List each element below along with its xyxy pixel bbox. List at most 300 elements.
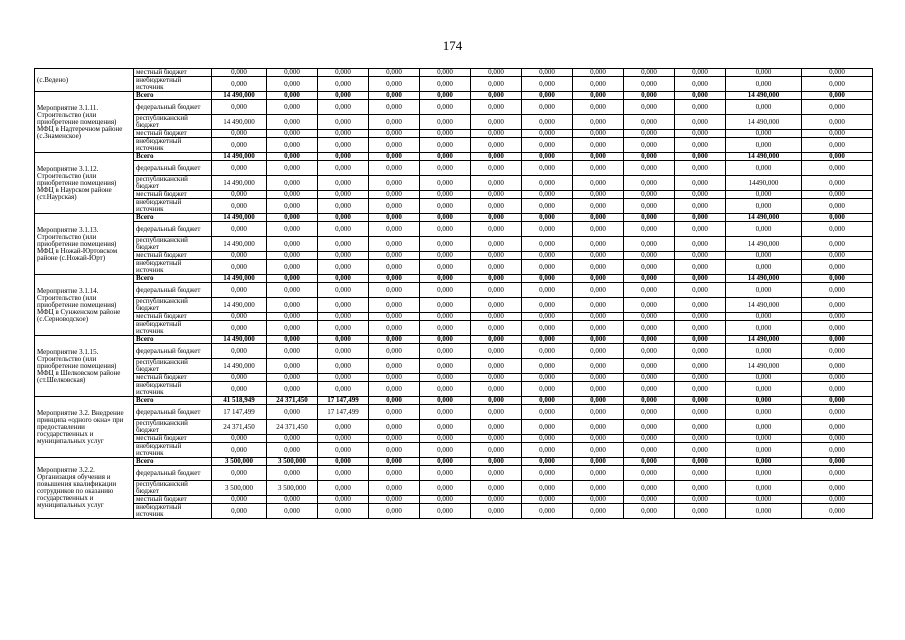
amount-cell: 14 490,000: [726, 115, 802, 130]
amount-cell: 0,000: [802, 496, 873, 504]
amount-cell: 0,000: [267, 237, 318, 252]
amount-cell: 0,000: [675, 336, 726, 344]
table-row: [35, 275, 873, 283]
table-row: [35, 496, 873, 504]
amount-cell: 0,000: [267, 260, 318, 275]
amount-cell: 0,000: [267, 344, 318, 359]
amount-cell: 0,000: [471, 115, 522, 130]
amount-cell: 0,000: [675, 359, 726, 374]
amount-cell: 0,000: [802, 260, 873, 275]
amount-cell: 0,000: [675, 77, 726, 92]
amount-cell: 0,000: [318, 199, 369, 214]
table-row: [35, 405, 873, 420]
amount-cell: 0,000: [624, 275, 675, 283]
amount-cell: 14490,000: [726, 176, 802, 191]
amount-cell: 0,000: [522, 435, 573, 443]
amount-cell: 0,000: [802, 420, 873, 435]
amount-cell: 0,000: [802, 176, 873, 191]
amount-cell: 0,000: [471, 405, 522, 420]
table-row: [35, 222, 873, 237]
amount-cell: 0,000: [318, 191, 369, 199]
amount-cell: 0,000: [420, 100, 471, 115]
amount-cell: 0,000: [522, 199, 573, 214]
table-row: [35, 344, 873, 359]
amount-cell: 0,000: [802, 382, 873, 397]
funding-source-cell: республиканский бюджет: [134, 298, 212, 313]
amount-cell: 0,000: [420, 153, 471, 161]
table-row: [35, 130, 873, 138]
amount-cell: 0,000: [522, 191, 573, 199]
amount-cell: 0,000: [267, 405, 318, 420]
amount-cell: 0,000: [624, 153, 675, 161]
amount-cell: 0,000: [318, 336, 369, 344]
amount-cell: 0,000: [369, 237, 420, 252]
table-row: [35, 359, 873, 374]
amount-cell: 0,000: [471, 199, 522, 214]
table-row: [35, 466, 873, 481]
amount-cell: 0,000: [420, 313, 471, 321]
amount-cell: 0,000: [420, 458, 471, 466]
amount-cell: 0,000: [267, 115, 318, 130]
table-row: [35, 199, 873, 214]
amount-cell: 0,000: [522, 481, 573, 496]
amount-cell: 0,000: [624, 69, 675, 77]
amount-cell: 0,000: [573, 275, 624, 283]
amount-cell: 14 490,000: [726, 214, 802, 222]
amount-cell: 0,000: [318, 496, 369, 504]
amount-cell: 0,000: [802, 161, 873, 176]
amount-cell: 17 147,499: [212, 405, 267, 420]
amount-cell: 0,000: [420, 199, 471, 214]
amount-cell: 0,000: [675, 100, 726, 115]
amount-cell: 0,000: [212, 77, 267, 92]
amount-cell: 0,000: [522, 321, 573, 336]
amount-cell: 0,000: [471, 481, 522, 496]
amount-cell: 0,000: [267, 77, 318, 92]
amount-cell: 0,000: [212, 222, 267, 237]
amount-cell: 41 518,949: [212, 397, 267, 405]
amount-cell: 0,000: [369, 321, 420, 336]
amount-cell: 0,000: [624, 496, 675, 504]
amount-cell: 0,000: [369, 100, 420, 115]
table-row: [35, 397, 873, 405]
table-row: [35, 77, 873, 92]
amount-cell: 0,000: [318, 359, 369, 374]
amount-cell: 0,000: [318, 92, 369, 100]
amount-cell: 0,000: [267, 496, 318, 504]
amount-cell: 14 490,000: [212, 275, 267, 283]
amount-cell: 0,000: [318, 313, 369, 321]
amount-cell: 0,000: [369, 199, 420, 214]
funding-source-cell: Всего: [134, 92, 212, 100]
table-row: [35, 374, 873, 382]
amount-cell: 0,000: [573, 397, 624, 405]
amount-cell: 0,000: [318, 275, 369, 283]
amount-cell: 0,000: [369, 443, 420, 458]
amount-cell: 0,000: [471, 92, 522, 100]
amount-cell: 0,000: [471, 191, 522, 199]
amount-cell: 0,000: [212, 443, 267, 458]
amount-cell: 0,000: [420, 504, 471, 519]
amount-cell: 0,000: [471, 298, 522, 313]
amount-cell: 0,000: [420, 382, 471, 397]
amount-cell: 0,000: [573, 298, 624, 313]
amount-cell: 0,000: [726, 481, 802, 496]
amount-cell: 0,000: [318, 481, 369, 496]
funding-source-cell: Всего: [134, 397, 212, 405]
funding-source-cell: Всего: [134, 336, 212, 344]
amount-cell: 0,000: [573, 466, 624, 481]
amount-cell: 0,000: [420, 161, 471, 176]
amount-cell: 0,000: [471, 153, 522, 161]
amount-cell: 0,000: [573, 496, 624, 504]
amount-cell: 0,000: [267, 359, 318, 374]
amount-cell: 0,000: [471, 435, 522, 443]
amount-cell: 0,000: [522, 222, 573, 237]
amount-cell: 0,000: [318, 260, 369, 275]
amount-cell: 0,000: [471, 466, 522, 481]
amount-cell: 0,000: [267, 222, 318, 237]
amount-cell: 0,000: [675, 130, 726, 138]
amount-cell: 0,000: [369, 397, 420, 405]
table-row: [35, 260, 873, 275]
amount-cell: 0,000: [369, 252, 420, 260]
amount-cell: 0,000: [212, 283, 267, 298]
amount-cell: 0,000: [522, 214, 573, 222]
amount-cell: 24 371,450: [267, 420, 318, 435]
amount-cell: 0,000: [573, 222, 624, 237]
amount-cell: 0,000: [802, 153, 873, 161]
amount-cell: 0,000: [802, 359, 873, 374]
amount-cell: 0,000: [522, 130, 573, 138]
amount-cell: 14 490,000: [726, 237, 802, 252]
amount-cell: 0,000: [573, 161, 624, 176]
amount-cell: 0,000: [318, 374, 369, 382]
amount-cell: 0,000: [802, 275, 873, 283]
amount-cell: 0,000: [267, 382, 318, 397]
table-row: [35, 252, 873, 260]
amount-cell: 0,000: [522, 466, 573, 481]
amount-cell: 0,000: [726, 199, 802, 214]
funding-source-cell: федеральный бюджет: [134, 100, 212, 115]
amount-cell: 0,000: [726, 344, 802, 359]
funding-source-cell: федеральный бюджет: [134, 283, 212, 298]
funding-source-cell: местный бюджет: [134, 374, 212, 382]
amount-cell: 0,000: [802, 237, 873, 252]
amount-cell: 0,000: [267, 443, 318, 458]
amount-cell: 0,000: [802, 115, 873, 130]
amount-cell: 0,000: [675, 199, 726, 214]
amount-cell: 0,000: [318, 115, 369, 130]
amount-cell: 0,000: [726, 283, 802, 298]
amount-cell: 0,000: [675, 283, 726, 298]
amount-cell: 0,000: [573, 344, 624, 359]
funding-source-cell: внебюджетный источник: [134, 260, 212, 275]
amount-cell: 0,000: [369, 92, 420, 100]
amount-cell: 0,000: [675, 466, 726, 481]
amount-cell: 14 490,000: [212, 214, 267, 222]
amount-cell: 0,000: [267, 435, 318, 443]
amount-cell: 0,000: [675, 92, 726, 100]
amount-cell: 0,000: [318, 214, 369, 222]
amount-cell: 0,000: [573, 382, 624, 397]
amount-cell: 0,000: [212, 504, 267, 519]
table-row: [35, 237, 873, 252]
amount-cell: 0,000: [726, 313, 802, 321]
amount-cell: 0,000: [318, 458, 369, 466]
amount-cell: 0,000: [212, 466, 267, 481]
amount-cell: 0,000: [624, 100, 675, 115]
measure-title-cell: (с.Ведено): [35, 69, 134, 92]
table-row: [35, 92, 873, 100]
amount-cell: 0,000: [318, 420, 369, 435]
amount-cell: 14 490,000: [212, 153, 267, 161]
amount-cell: 0,000: [802, 252, 873, 260]
amount-cell: 0,000: [726, 405, 802, 420]
amount-cell: 0,000: [420, 69, 471, 77]
amount-cell: 14 490,000: [212, 298, 267, 313]
table-row: [35, 504, 873, 519]
amount-cell: 0,000: [267, 176, 318, 191]
amount-cell: 0,000: [318, 138, 369, 153]
amount-cell: 0,000: [420, 298, 471, 313]
amount-cell: 0,000: [212, 138, 267, 153]
amount-cell: 0,000: [318, 321, 369, 336]
amount-cell: 0,000: [726, 222, 802, 237]
amount-cell: 0,000: [420, 214, 471, 222]
table-row: [35, 336, 873, 344]
amount-cell: 0,000: [573, 481, 624, 496]
table-row: [35, 298, 873, 313]
amount-cell: 0,000: [802, 397, 873, 405]
amount-cell: 0,000: [471, 237, 522, 252]
amount-cell: 0,000: [802, 336, 873, 344]
amount-cell: 0,000: [471, 458, 522, 466]
amount-cell: 0,000: [522, 283, 573, 298]
measure-title-cell: Мероприятие 3.2.2. Организация обучения и повышения квалификации сотрудников по оказанию государственных и муниципальных услуг: [35, 458, 134, 519]
amount-cell: 0,000: [573, 77, 624, 92]
amount-cell: 0,000: [522, 336, 573, 344]
amount-cell: 0,000: [573, 405, 624, 420]
amount-cell: 0,000: [471, 344, 522, 359]
amount-cell: 0,000: [420, 138, 471, 153]
amount-cell: 0,000: [624, 138, 675, 153]
amount-cell: 0,000: [624, 237, 675, 252]
amount-cell: 0,000: [267, 92, 318, 100]
amount-cell: 0,000: [675, 69, 726, 77]
amount-cell: 0,000: [267, 466, 318, 481]
amount-cell: 0,000: [573, 313, 624, 321]
amount-cell: 0,000: [802, 313, 873, 321]
amount-cell: 0,000: [318, 176, 369, 191]
amount-cell: 0,000: [267, 138, 318, 153]
amount-cell: 0,000: [802, 405, 873, 420]
amount-cell: 0,000: [471, 260, 522, 275]
funding-source-cell: республиканский бюджет: [134, 481, 212, 496]
amount-cell: 0,000: [624, 92, 675, 100]
table-row: [35, 176, 873, 191]
amount-cell: 0,000: [212, 252, 267, 260]
amount-cell: 0,000: [369, 222, 420, 237]
funding-source-cell: местный бюджет: [134, 69, 212, 77]
amount-cell: 0,000: [624, 313, 675, 321]
funding-source-cell: внебюджетный источник: [134, 199, 212, 214]
amount-cell: 0,000: [522, 69, 573, 77]
amount-cell: 0,000: [624, 466, 675, 481]
amount-cell: 0,000: [267, 153, 318, 161]
amount-cell: 0,000: [802, 298, 873, 313]
amount-cell: 0,000: [726, 466, 802, 481]
funding-source-cell: внебюджетный источник: [134, 321, 212, 336]
amount-cell: 0,000: [471, 321, 522, 336]
amount-cell: 0,000: [624, 344, 675, 359]
amount-cell: 0,000: [522, 138, 573, 153]
funding-source-cell: местный бюджет: [134, 252, 212, 260]
amount-cell: 0,000: [522, 176, 573, 191]
amount-cell: 0,000: [420, 191, 471, 199]
amount-cell: 0,000: [726, 420, 802, 435]
amount-cell: 14 490,000: [726, 153, 802, 161]
amount-cell: 0,000: [212, 161, 267, 176]
amount-cell: 0,000: [420, 237, 471, 252]
amount-cell: 0,000: [212, 199, 267, 214]
amount-cell: 24 371,450: [212, 420, 267, 435]
funding-source-cell: внебюджетный источник: [134, 138, 212, 153]
funding-source-cell: республиканский бюджет: [134, 115, 212, 130]
amount-cell: 0,000: [267, 161, 318, 176]
amount-cell: 0,000: [726, 161, 802, 176]
amount-cell: 0,000: [267, 252, 318, 260]
amount-cell: 0,000: [675, 237, 726, 252]
amount-cell: 0,000: [624, 458, 675, 466]
amount-cell: 0,000: [675, 397, 726, 405]
table-row: [35, 443, 873, 458]
amount-cell: 0,000: [212, 382, 267, 397]
amount-cell: 0,000: [675, 504, 726, 519]
amount-cell: 0,000: [675, 153, 726, 161]
amount-cell: 0,000: [318, 161, 369, 176]
amount-cell: 0,000: [420, 466, 471, 481]
amount-cell: 0,000: [802, 130, 873, 138]
amount-cell: 0,000: [420, 344, 471, 359]
amount-cell: 0,000: [802, 504, 873, 519]
amount-cell: 0,000: [624, 115, 675, 130]
amount-cell: 0,000: [267, 321, 318, 336]
funding-source-cell: внебюджетный источник: [134, 504, 212, 519]
funding-source-cell: республиканский бюджет: [134, 176, 212, 191]
amount-cell: 0,000: [420, 260, 471, 275]
amount-cell: 0,000: [675, 222, 726, 237]
amount-cell: 0,000: [471, 359, 522, 374]
amount-cell: 0,000: [522, 153, 573, 161]
amount-cell: 0,000: [471, 420, 522, 435]
amount-cell: 0,000: [624, 405, 675, 420]
amount-cell: 0,000: [573, 374, 624, 382]
amount-cell: 0,000: [318, 130, 369, 138]
amount-cell: 0,000: [802, 100, 873, 115]
amount-cell: 0,000: [369, 344, 420, 359]
amount-cell: 0,000: [624, 130, 675, 138]
amount-cell: 0,000: [471, 275, 522, 283]
amount-cell: 0,000: [624, 298, 675, 313]
amount-cell: 0,000: [726, 138, 802, 153]
funding-source-cell: местный бюджет: [134, 435, 212, 443]
amount-cell: 0,000: [420, 222, 471, 237]
amount-cell: 0,000: [624, 77, 675, 92]
amount-cell: 0,000: [318, 237, 369, 252]
amount-cell: 0,000: [675, 374, 726, 382]
amount-cell: 0,000: [420, 374, 471, 382]
amount-cell: 14 490,000: [212, 237, 267, 252]
amount-cell: 0,000: [573, 130, 624, 138]
amount-cell: 0,000: [369, 298, 420, 313]
amount-cell: 0,000: [369, 69, 420, 77]
table-row: [35, 321, 873, 336]
amount-cell: 0,000: [726, 69, 802, 77]
table-row: [35, 100, 873, 115]
amount-cell: 0,000: [573, 420, 624, 435]
amount-cell: 0,000: [624, 336, 675, 344]
amount-cell: 14 490,000: [212, 115, 267, 130]
amount-cell: 0,000: [420, 283, 471, 298]
amount-cell: 0,000: [522, 496, 573, 504]
amount-cell: 0,000: [522, 77, 573, 92]
funding-source-cell: республиканский бюджет: [134, 237, 212, 252]
amount-cell: 0,000: [471, 313, 522, 321]
amount-cell: 3 500,000: [267, 458, 318, 466]
amount-cell: 0,000: [802, 222, 873, 237]
amount-cell: 0,000: [369, 275, 420, 283]
amount-cell: 0,000: [267, 191, 318, 199]
amount-cell: 0,000: [420, 176, 471, 191]
amount-cell: 0,000: [369, 504, 420, 519]
amount-cell: 14 490,000: [726, 359, 802, 374]
amount-cell: 0,000: [726, 397, 802, 405]
amount-cell: 0,000: [420, 443, 471, 458]
measure-title-cell: Мероприятие 3.1.12. Строительство (или приобретение помещения) МФЦ в Наурском районе (ст.Наурская): [35, 153, 134, 214]
amount-cell: 0,000: [624, 191, 675, 199]
amount-cell: 0,000: [573, 100, 624, 115]
amount-cell: 0,000: [471, 138, 522, 153]
amount-cell: 0,000: [369, 115, 420, 130]
amount-cell: 0,000: [573, 176, 624, 191]
amount-cell: 0,000: [420, 275, 471, 283]
table-row: [35, 153, 873, 161]
amount-cell: 0,000: [522, 260, 573, 275]
amount-cell: 0,000: [471, 397, 522, 405]
amount-cell: 0,000: [726, 443, 802, 458]
amount-cell: 0,000: [573, 321, 624, 336]
amount-cell: 0,000: [675, 161, 726, 176]
funding-source-cell: федеральный бюджет: [134, 222, 212, 237]
amount-cell: 0,000: [420, 405, 471, 420]
amount-cell: 0,000: [802, 191, 873, 199]
amount-cell: 0,000: [675, 344, 726, 359]
table-row: [35, 458, 873, 466]
amount-cell: 0,000: [318, 222, 369, 237]
amount-cell: 0,000: [802, 92, 873, 100]
amount-cell: 0,000: [675, 313, 726, 321]
amount-cell: 0,000: [522, 359, 573, 374]
amount-cell: 0,000: [726, 321, 802, 336]
amount-cell: 0,000: [369, 420, 420, 435]
amount-cell: 0,000: [369, 191, 420, 199]
amount-cell: 0,000: [471, 69, 522, 77]
amount-cell: 0,000: [522, 298, 573, 313]
amount-cell: 0,000: [573, 504, 624, 519]
amount-cell: 0,000: [675, 191, 726, 199]
amount-cell: 0,000: [420, 321, 471, 336]
